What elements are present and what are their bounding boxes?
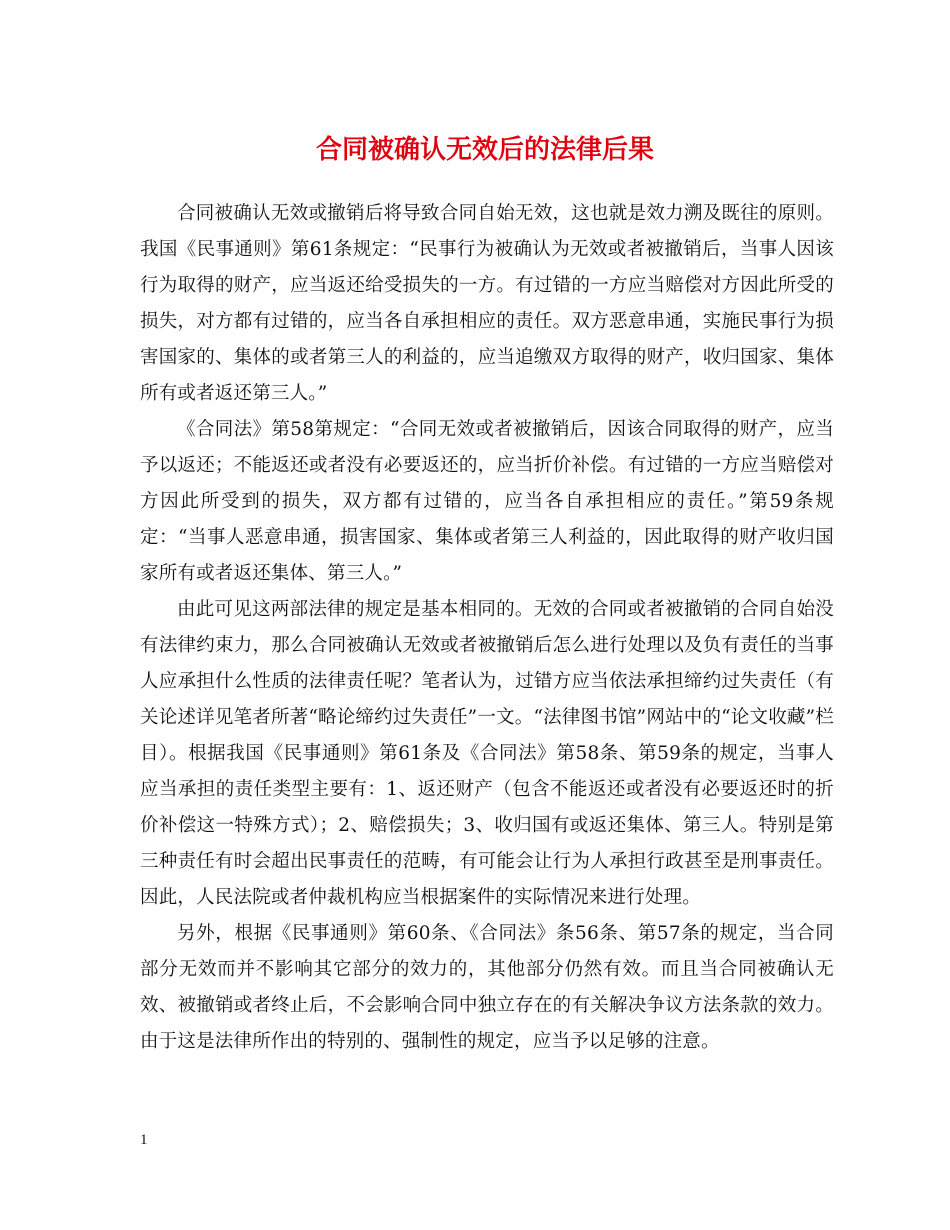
- paragraph-3: 由此可见这两部法律的规定是基本相同的。无效的合同或者被撤销的合同自始没有法律约束力，那么合同被确认无效或者被撤销后怎么进行处理以及负有责任的当事人应承担什么性质的法律责任呢？笔者认为，过错方应当依法承担缔约过失责任（有关论述详见笔者所著“略论缔约过失责任”一文。“法律图书馆”网站中的“论文收藏”栏目）。根据我国《民事通则》第61条及《合同法》第58条、第59条的规定，当事人应当承担的责任类型主要有：1、返还财产（包含不能返还或者没有必要返还时的折价补偿这一特殊方式）；2、赔偿损失；3、收归国有或返还集体、第三人。特别是第三种责任有时会超出民事责任的范畴，有可能会让行为人承担行政甚至是刑事责任。因此，人民法院或者仲裁机构应当根据案件的实际情况来进行处理。: [140, 599, 834, 908]
- page-number: 1: [140, 1132, 148, 1148]
- document-body: [140, 196, 834, 1060]
- paragraph-2: 《合同法》第58第规定：“合同无效或者被撤销后，因该合同取得的财产，应当予以返还；不能返还或者没有必要返还的，应当折价补偿。有过错的一方应当赔偿对方因此所受到的损失，双方都有过错的，应当各自承担相应的责任。”第59条规定：“当事人恶意串通，损害国家、集体或者第三人利益的，因此取得的财产收归国家所有或者返还集体、第三人。”: [140, 419, 834, 584]
- paragraph-1: 合同被确认无效或撤销后将导致合同自始无效，这也就是效力溯及既往的原则。我国《民事通则》第61条规定：“民事行为被确认为无效或者被撤销后，当事人因该行为取得的财产，应当返还给受损失的一方。有过错的一方应当赔偿对方因此所受的损失，对方都有过错的，应当各自承担相应的责任。双方恶意串通，实施民事行为损害国家的、集体的或者第三人的利益的，应当追缴双方取得的财产，收归国家、集体所有或者返还第三人。”: [140, 203, 834, 404]
- paragraph-4: 另外，根据《民事通则》第60条、《合同法》条56条、第57条的规定，当合同部分无效而并不影响其它部分的效力的，其他部分仍然有效。而且当合同被确认无效、被撤销或者终止后，不会影响合同中独立存在的有关解决争议方法条款的效力。由于这是法律所作出的特别的、强制性的规定，应当予以足够的注意。: [140, 923, 834, 1052]
- document-title: 合同被确认无效后的法律后果: [315, 135, 654, 165]
